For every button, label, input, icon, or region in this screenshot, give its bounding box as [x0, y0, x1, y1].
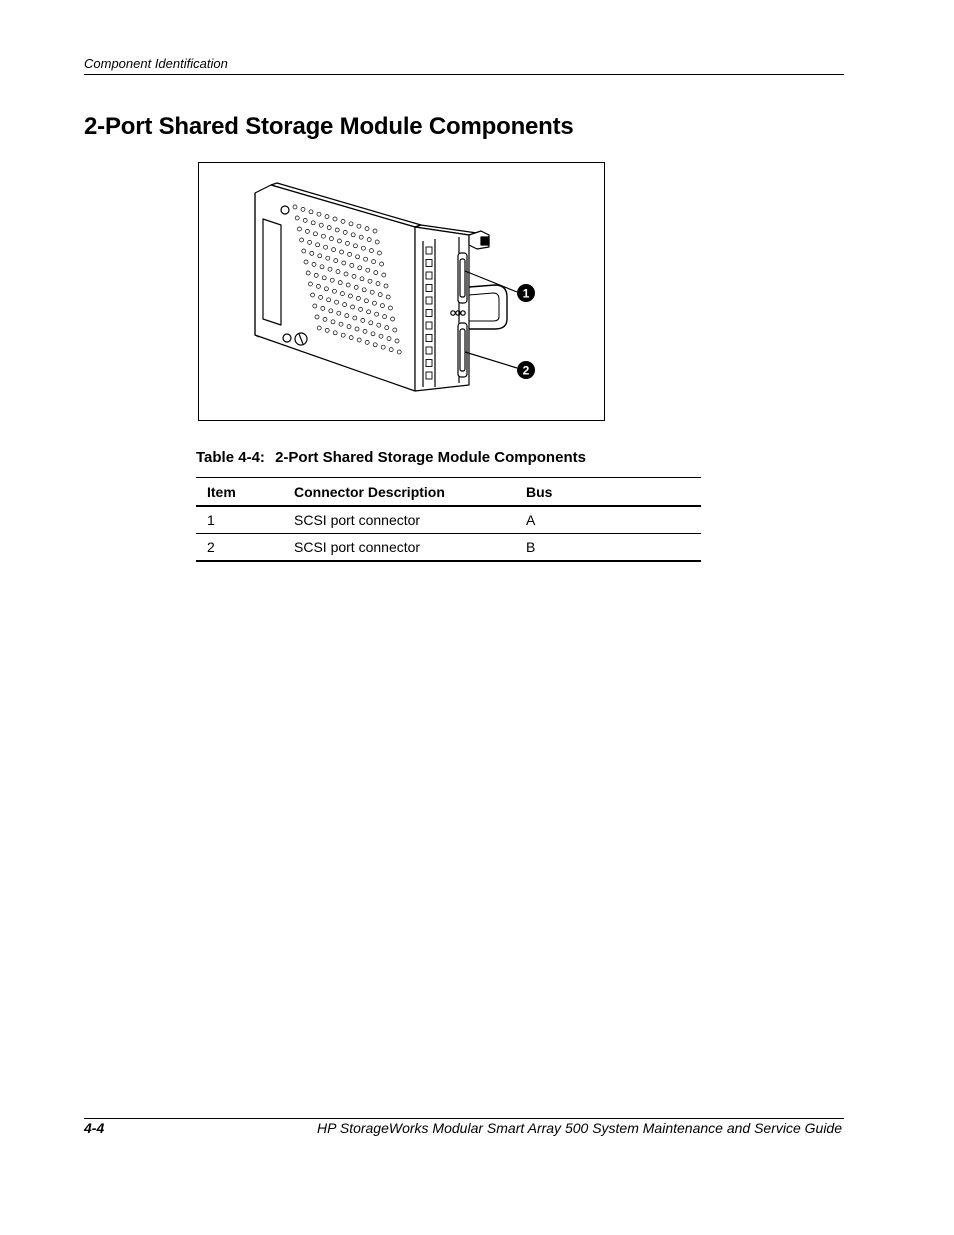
table-caption — [196, 449, 586, 466]
vent-hole — [358, 266, 362, 270]
vent-hole — [308, 240, 312, 244]
vent-hole — [327, 226, 331, 230]
vent-hole — [357, 224, 361, 228]
vent-hole — [365, 340, 369, 344]
callout-2 — [517, 361, 535, 379]
vent-hole — [367, 310, 371, 314]
vent-hole — [343, 303, 347, 307]
vent-hole — [365, 227, 369, 231]
footer-guide-title: HP StorageWorks Modular Smart Array 500 System Maintenance and Service Guide — [317, 1120, 842, 1136]
rail-slot — [426, 360, 432, 367]
scsi-connector-1 — [458, 253, 467, 303]
cell-bus: A — [515, 506, 701, 534]
vent-hole — [343, 230, 347, 234]
table-header-row — [196, 478, 701, 507]
callout-1 — [517, 284, 535, 302]
vent-hole — [342, 261, 346, 265]
vent-hole — [321, 306, 325, 310]
vent-hole — [332, 289, 336, 293]
vent-hole — [369, 249, 373, 253]
cell-bus: B — [515, 534, 701, 562]
vent-hole — [354, 285, 358, 289]
header-item: Item — [196, 478, 283, 507]
vent-hole — [329, 237, 333, 241]
vent-hole — [395, 339, 399, 343]
header-bus: Bus — [515, 478, 701, 507]
vent-hole — [372, 260, 376, 264]
vent-hole — [333, 217, 337, 221]
vent-hole — [363, 329, 367, 333]
cell-description: SCSI port connector — [283, 506, 515, 534]
vent-hole — [351, 233, 355, 237]
vent-hole — [345, 241, 349, 245]
vent-hole — [389, 348, 393, 352]
vent-hole — [318, 254, 322, 258]
vent-hole — [333, 331, 337, 335]
vent-hole — [324, 287, 328, 291]
vent-hole — [361, 318, 365, 322]
vent-hole — [335, 300, 339, 304]
vent-hole — [383, 315, 387, 319]
vent-hole — [369, 321, 373, 325]
vent-hole — [387, 337, 391, 341]
vent-hole — [330, 278, 334, 282]
vent-hole — [317, 212, 321, 216]
storage-module-illustration — [199, 163, 604, 420]
vent-hole — [301, 207, 305, 211]
rail-slot — [426, 322, 432, 329]
vent-hole — [391, 317, 395, 321]
vent-hole — [381, 345, 385, 349]
vent-hole — [314, 273, 318, 277]
callout-2-leader — [465, 352, 517, 368]
vent-hole — [367, 238, 371, 242]
vent-hole — [366, 268, 370, 272]
footer-page-number: 4-4 — [84, 1120, 105, 1136]
vent-hole — [349, 222, 353, 226]
vent-hole — [337, 239, 341, 243]
vent-hole — [355, 327, 359, 331]
vent-hole — [339, 322, 343, 326]
vent-hole — [347, 325, 351, 329]
vent-hole — [328, 267, 332, 271]
vent-hole — [353, 316, 357, 320]
side-cutout — [263, 219, 281, 325]
vent-hole — [316, 243, 320, 247]
header-description: Connector Description — [283, 478, 515, 507]
cell-item: 2 — [196, 534, 283, 562]
vent-hole — [378, 293, 382, 297]
rail-slot — [426, 260, 432, 267]
vent-hole — [384, 284, 388, 288]
running-header: Component Identification — [84, 56, 228, 71]
vent-hole — [323, 317, 327, 321]
vent-hole — [380, 262, 384, 266]
vent-hole — [295, 216, 299, 220]
vent-hole — [373, 229, 377, 233]
vent-hole — [337, 311, 341, 315]
vent-hole — [331, 320, 335, 324]
vent-hole — [340, 292, 344, 296]
table-caption-text: 2-Port Shared Storage Module Components — [275, 449, 586, 466]
vent-hole — [360, 277, 364, 281]
vent-hole — [348, 294, 352, 298]
vent-hole — [386, 295, 390, 299]
vent-hole — [344, 272, 348, 276]
figure-frame — [198, 162, 605, 421]
vent-hole — [375, 240, 379, 244]
vent-hole — [340, 250, 344, 254]
vent-hole — [349, 336, 353, 340]
vent-hole — [324, 245, 328, 249]
vent-hole — [362, 288, 366, 292]
vent-hole — [364, 299, 368, 303]
vent-hole — [302, 249, 306, 253]
vent-hole — [359, 307, 363, 311]
vent-hole — [320, 265, 324, 269]
vent-hole — [356, 255, 360, 259]
vent-hole — [332, 248, 336, 252]
module-handle — [469, 285, 507, 329]
vent-hole — [311, 293, 315, 297]
vent-hole — [376, 282, 380, 286]
vent-hole — [382, 273, 386, 277]
vent-hole — [341, 219, 345, 223]
vent-hole — [352, 274, 356, 278]
vent-hole — [310, 251, 314, 255]
rail-slot — [426, 347, 432, 354]
vent-hole — [373, 343, 377, 347]
rail-slot — [426, 247, 432, 254]
vent-hole — [359, 235, 363, 239]
rail-slot — [426, 285, 432, 292]
vent-hole — [351, 305, 355, 309]
vent-hole — [312, 262, 316, 266]
vent-hole — [322, 276, 326, 280]
vent-hole — [326, 256, 330, 260]
vent-hole — [319, 295, 323, 299]
table-caption-label: Table 4-4: — [196, 449, 265, 466]
vent-hole — [325, 215, 329, 219]
vent-hole — [375, 312, 379, 316]
vent-hole — [388, 306, 392, 310]
vent-hole — [308, 282, 312, 286]
vent-hole — [329, 309, 333, 313]
vent-hole — [304, 260, 308, 264]
vent-hole — [357, 338, 361, 342]
vent-hole — [319, 223, 323, 227]
vent-hole — [336, 270, 340, 274]
scsi-connector-2 — [458, 323, 467, 377]
vent-hole — [303, 218, 307, 222]
table-row — [196, 534, 701, 562]
header-rule — [84, 74, 844, 75]
rail-slots — [426, 247, 432, 379]
vent-hole — [380, 304, 384, 308]
rail-slot — [426, 272, 432, 279]
vent-hole — [379, 334, 383, 338]
callout-2-label: 2 — [522, 363, 530, 378]
vent-hole — [361, 246, 365, 250]
vent-hole — [297, 227, 301, 231]
callout-1-label: 1 — [522, 286, 530, 301]
vent-hole — [372, 301, 376, 305]
vent-hole — [374, 271, 378, 275]
components-table — [196, 477, 701, 562]
vent-hole — [338, 281, 342, 285]
vent-hole — [317, 326, 321, 330]
callout-1-leader — [465, 271, 517, 292]
vent-hole — [313, 304, 317, 308]
vent-hole — [385, 326, 389, 330]
vent-hole — [371, 332, 375, 336]
vent-hole — [377, 323, 381, 327]
vent-hole — [316, 284, 320, 288]
vent-hole — [309, 210, 313, 214]
vent-hole — [313, 232, 317, 236]
vent-hole — [377, 251, 381, 255]
vent-hole — [397, 350, 401, 354]
vent-hole — [341, 333, 345, 337]
vent-hole — [325, 328, 329, 332]
vent-hole — [350, 263, 354, 267]
cell-description: SCSI port connector — [283, 534, 515, 562]
rail-slot — [426, 372, 432, 379]
footer-rule — [84, 1118, 844, 1119]
vent-hole — [370, 290, 374, 294]
table-row — [196, 506, 701, 534]
page-title: 2-Port Shared Storage Module Components — [84, 113, 574, 140]
rail-slot — [426, 335, 432, 342]
vent-hole — [353, 244, 357, 248]
vent-hole — [327, 298, 331, 302]
vent-hole — [356, 296, 360, 300]
vent-hole — [321, 234, 325, 238]
cell-item: 1 — [196, 506, 283, 534]
vent-hole — [345, 314, 349, 318]
vent-hole — [393, 328, 397, 332]
vent-hole — [346, 283, 350, 287]
vent-hole — [335, 228, 339, 232]
vent-hole — [348, 252, 352, 256]
rail-slot — [426, 310, 432, 317]
rail-slot — [426, 297, 432, 304]
vent-hole — [306, 271, 310, 275]
vent-hole — [364, 257, 368, 261]
vent-hole — [334, 259, 338, 263]
vent-hole — [300, 238, 304, 242]
vent-hole — [315, 315, 319, 319]
vent-hole — [305, 229, 309, 233]
vent-hole — [311, 221, 315, 225]
vent-hole — [368, 279, 372, 283]
vent-hole — [293, 205, 297, 209]
